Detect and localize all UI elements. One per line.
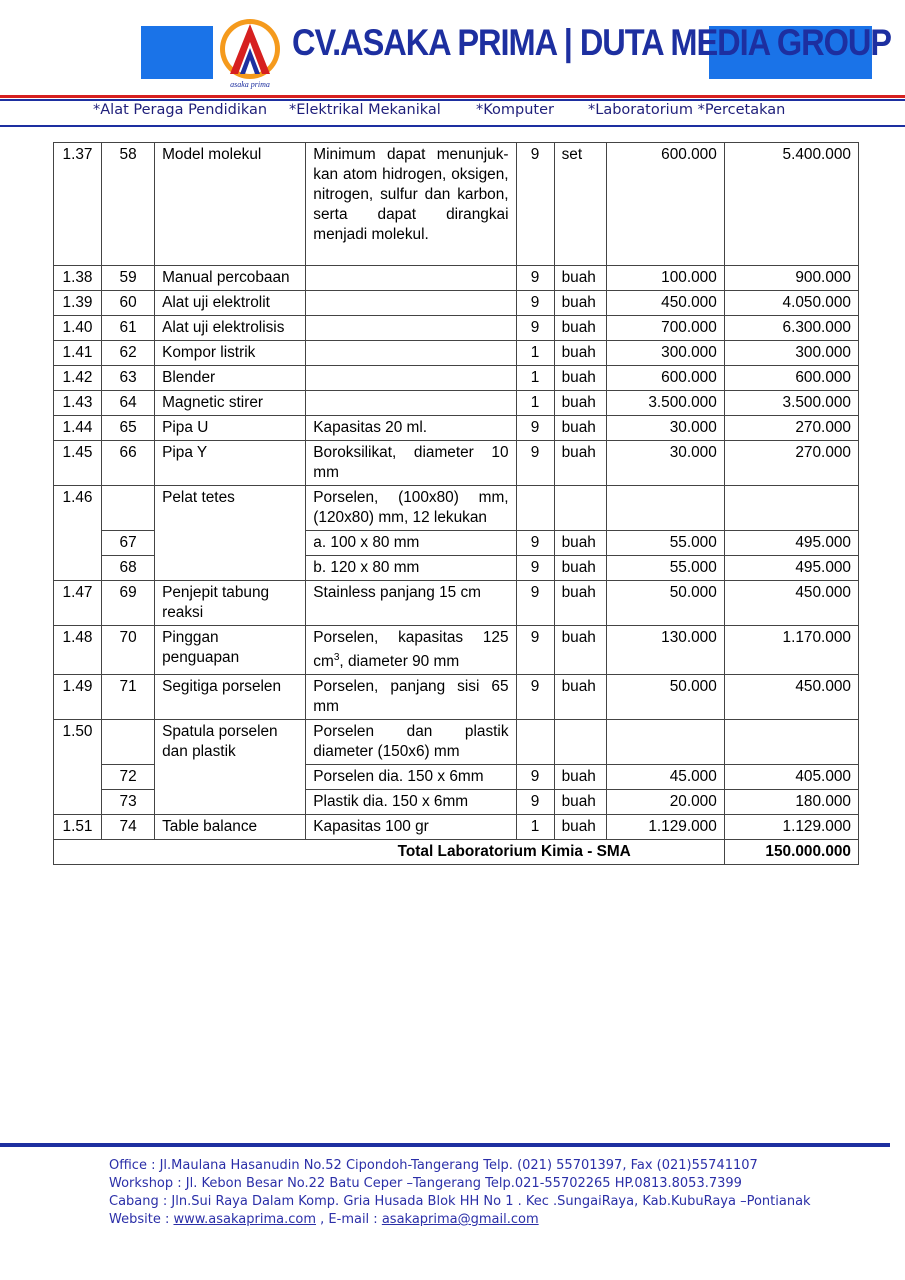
cell-name: Magnetic stirer bbox=[155, 391, 306, 416]
cell-total: 300.000 bbox=[724, 341, 858, 366]
cell-qty: 9 bbox=[516, 266, 554, 291]
footer bbox=[109, 1157, 811, 1229]
cell-unit: buah bbox=[554, 765, 606, 790]
cell-no: 1.46 bbox=[54, 486, 102, 581]
cell-total: 495.000 bbox=[724, 556, 858, 581]
cell-price: 300.000 bbox=[606, 341, 724, 366]
cell-total: 450.000 bbox=[724, 581, 858, 626]
website-label: Website : bbox=[109, 1212, 174, 1227]
cell-qty: 9 bbox=[516, 291, 554, 316]
tagline-item: *Komputer bbox=[476, 102, 554, 118]
cell-unit bbox=[554, 720, 606, 765]
cell-qty: 9 bbox=[516, 765, 554, 790]
cell-unit: buah bbox=[554, 581, 606, 626]
table-row bbox=[54, 626, 859, 675]
cell-qty bbox=[516, 720, 554, 765]
cell-qty: 1 bbox=[516, 815, 554, 840]
cell-unit: buah bbox=[554, 291, 606, 316]
cell-name: Table balance bbox=[155, 815, 306, 840]
cell-total bbox=[724, 486, 858, 531]
cell-spec bbox=[306, 291, 516, 316]
table-row bbox=[54, 416, 859, 441]
cell-price: 50.000 bbox=[606, 581, 724, 626]
cell-unit: buah bbox=[554, 341, 606, 366]
cell-spec: Minimum dapat menunjuk-kan atom hidrogen, oksigen, nitrogen, sulfur dan karbon, serta dapat dirangkai menjadi molekul. bbox=[306, 143, 516, 266]
cell-price: 30.000 bbox=[606, 416, 724, 441]
cell-name: Alat uji elektrolisis bbox=[155, 316, 306, 341]
cell-no: 1.42 bbox=[54, 366, 102, 391]
cell-no: 1.41 bbox=[54, 341, 102, 366]
cell-num: 65 bbox=[102, 416, 155, 441]
cell-total bbox=[724, 720, 858, 765]
cell-spec bbox=[306, 316, 516, 341]
cell-name: Alat uji elektrolit bbox=[155, 291, 306, 316]
table-row bbox=[54, 143, 859, 266]
cell-qty bbox=[516, 486, 554, 531]
cell-unit: buah bbox=[554, 366, 606, 391]
logo-caption: asaka prima bbox=[230, 80, 270, 89]
footer-office: Office : Jl.Maulana Hasanudin No.52 Cipondoh-Tangerang Telp. (021) 55701397, Fax (021)55741107 bbox=[109, 1158, 758, 1173]
table-row bbox=[54, 291, 859, 316]
cell-qty: 9 bbox=[516, 441, 554, 486]
cell-no: 1.44 bbox=[54, 416, 102, 441]
asaka-prima-logo bbox=[216, 16, 284, 90]
cell-num: 70 bbox=[102, 626, 155, 675]
cell-total: 6.300.000 bbox=[724, 316, 858, 341]
cell-total: 270.000 bbox=[724, 441, 858, 486]
cell-price: 3.500.000 bbox=[606, 391, 724, 416]
cell-name: Segitiga porselen bbox=[155, 675, 306, 720]
cell-total: 600.000 bbox=[724, 366, 858, 391]
cell-spec bbox=[306, 341, 516, 366]
cell-spec: Porselen dia. 150 x 6mm bbox=[306, 765, 516, 790]
cell-total: 3.500.000 bbox=[724, 391, 858, 416]
cell-num bbox=[102, 720, 155, 765]
header-red-line bbox=[0, 95, 905, 98]
cell-qty: 9 bbox=[516, 626, 554, 675]
cell-unit: buah bbox=[554, 441, 606, 486]
cell-unit: buah bbox=[554, 416, 606, 441]
cell-price: 450.000 bbox=[606, 291, 724, 316]
total-value: 150.000.000 bbox=[724, 840, 858, 865]
cell-total: 405.000 bbox=[724, 765, 858, 790]
cell-num: 72 bbox=[102, 765, 155, 790]
spec-tail: , diameter 90 mm bbox=[339, 653, 460, 671]
cell-price: 30.000 bbox=[606, 441, 724, 486]
cell-price: 55.000 bbox=[606, 531, 724, 556]
header-blue-line bbox=[0, 99, 905, 101]
cell-spec bbox=[306, 366, 516, 391]
cell-spec: Plastik dia. 150 x 6mm bbox=[306, 790, 516, 815]
cell-qty: 9 bbox=[516, 143, 554, 266]
cell-num: 63 bbox=[102, 366, 155, 391]
cell-num: 71 bbox=[102, 675, 155, 720]
cell-unit: buah bbox=[554, 556, 606, 581]
table-row bbox=[54, 266, 859, 291]
cell-num: 73 bbox=[102, 790, 155, 815]
cell-spec bbox=[306, 266, 516, 291]
cell-total: 4.050.000 bbox=[724, 291, 858, 316]
cell-unit: set bbox=[554, 143, 606, 266]
cell-num: 66 bbox=[102, 441, 155, 486]
cell-unit: buah bbox=[554, 815, 606, 840]
cell-price: 700.000 bbox=[606, 316, 724, 341]
cell-num: 62 bbox=[102, 341, 155, 366]
cell-no: 1.43 bbox=[54, 391, 102, 416]
cell-unit: buah bbox=[554, 675, 606, 720]
tagline-item: *Elektrikal Mekanikal bbox=[289, 102, 441, 118]
cell-num: 61 bbox=[102, 316, 155, 341]
cell-qty: 9 bbox=[516, 316, 554, 341]
total-row bbox=[54, 840, 859, 865]
cell-name: Penjepit tabung reaksi bbox=[155, 581, 306, 626]
cell-price bbox=[606, 720, 724, 765]
cell-total: 1.129.000 bbox=[724, 815, 858, 840]
table-row bbox=[54, 316, 859, 341]
cell-price: 130.000 bbox=[606, 626, 724, 675]
cell-spec: Stainless panjang 15 cm bbox=[306, 581, 516, 626]
tagline-item: *Alat Peraga Pendidikan bbox=[93, 102, 268, 118]
footer-contact bbox=[109, 1211, 811, 1229]
cell-total: 180.000 bbox=[724, 790, 858, 815]
cell-no: 1.38 bbox=[54, 266, 102, 291]
cell-qty: 9 bbox=[516, 416, 554, 441]
cell-spec bbox=[306, 626, 516, 675]
table-row bbox=[54, 366, 859, 391]
table-row bbox=[54, 581, 859, 626]
cell-total: 1.170.000 bbox=[724, 626, 858, 675]
cell-unit bbox=[554, 486, 606, 531]
cell-name: Blender bbox=[155, 366, 306, 391]
cell-total: 5.400.000 bbox=[724, 143, 858, 266]
cell-qty: 9 bbox=[516, 790, 554, 815]
cell-price bbox=[606, 486, 724, 531]
cell-num: 64 bbox=[102, 391, 155, 416]
website-link[interactable]: www.asakaprima.com bbox=[173, 1212, 317, 1227]
cell-name: Kompor listrik bbox=[155, 341, 306, 366]
cell-no: 1.45 bbox=[54, 441, 102, 486]
footer-blue-line bbox=[0, 1143, 890, 1147]
cell-price: 600.000 bbox=[606, 143, 724, 266]
cell-price: 20.000 bbox=[606, 790, 724, 815]
cell-num bbox=[102, 486, 155, 531]
cell-spec: a. 100 x 80 mm bbox=[306, 531, 516, 556]
cell-num: 74 bbox=[102, 815, 155, 840]
items-table bbox=[53, 142, 859, 865]
cell-no: 1.50 bbox=[54, 720, 102, 815]
cell-num: 60 bbox=[102, 291, 155, 316]
table-row bbox=[54, 720, 859, 765]
table-row bbox=[54, 675, 859, 720]
cell-qty: 9 bbox=[516, 531, 554, 556]
cell-qty: 9 bbox=[516, 556, 554, 581]
cell-total: 495.000 bbox=[724, 531, 858, 556]
cell-no: 1.48 bbox=[54, 626, 102, 675]
cell-name: Spatula porselen dan plastik bbox=[155, 720, 306, 815]
cell-num: 67 bbox=[102, 531, 155, 556]
cell-unit: buah bbox=[554, 531, 606, 556]
cell-name: Pipa U bbox=[155, 416, 306, 441]
cell-spec: b. 120 x 80 mm bbox=[306, 556, 516, 581]
cell-qty: 9 bbox=[516, 581, 554, 626]
cell-price: 45.000 bbox=[606, 765, 724, 790]
cell-unit: buah bbox=[554, 391, 606, 416]
cell-unit: buah bbox=[554, 266, 606, 291]
cell-qty: 1 bbox=[516, 341, 554, 366]
cell-price: 55.000 bbox=[606, 556, 724, 581]
cell-spec: Porselen, (100x80) mm, (120x80) mm, 12 lekukan bbox=[306, 486, 516, 531]
tagline-blue-line bbox=[0, 125, 905, 127]
cell-qty: 1 bbox=[516, 366, 554, 391]
cell-no: 1.37 bbox=[54, 143, 102, 266]
cell-name: Manual percobaan bbox=[155, 266, 306, 291]
cell-total: 270.000 bbox=[724, 416, 858, 441]
cell-no: 1.51 bbox=[54, 815, 102, 840]
cell-qty: 1 bbox=[516, 391, 554, 416]
cell-spec: Boroksilikat, diameter 10 mm bbox=[306, 441, 516, 486]
cell-name: Pipa Y bbox=[155, 441, 306, 486]
cell-no: 1.49 bbox=[54, 675, 102, 720]
cell-no: 1.39 bbox=[54, 291, 102, 316]
cell-total: 450.000 bbox=[724, 675, 858, 720]
cell-no: 1.40 bbox=[54, 316, 102, 341]
cell-price: 100.000 bbox=[606, 266, 724, 291]
cell-price: 1.129.000 bbox=[606, 815, 724, 840]
table-row bbox=[54, 341, 859, 366]
table-row bbox=[54, 815, 859, 840]
cell-name: Pinggan penguapan bbox=[155, 626, 306, 675]
cell-name: Model molekul bbox=[155, 143, 306, 266]
cell-num: 58 bbox=[102, 143, 155, 266]
footer-cabang: Cabang : Jln.Sui Raya Dalam Komp. Gria Husada Blok HH No 1 . Kec .SungaiRaya, Kab.KubuRaya –Pontianak bbox=[109, 1194, 811, 1209]
tagline-item: *Laboratorium *Percetakan bbox=[588, 102, 786, 118]
table-row bbox=[54, 441, 859, 486]
cell-no: 1.47 bbox=[54, 581, 102, 626]
cell-num: 68 bbox=[102, 556, 155, 581]
cell-num: 59 bbox=[102, 266, 155, 291]
spec-superscript: 3 bbox=[333, 652, 340, 663]
total-label: Total Laboratorium Kimia - SMA bbox=[54, 840, 725, 865]
cell-unit: buah bbox=[554, 626, 606, 675]
spec-text: Porselen, kapasitas 125 cm bbox=[313, 629, 509, 671]
cell-spec: Kapasitas 20 ml. bbox=[306, 416, 516, 441]
email-label: , E-mail : bbox=[316, 1212, 382, 1227]
cell-unit: buah bbox=[554, 790, 606, 815]
table-row bbox=[54, 486, 859, 531]
cell-unit: buah bbox=[554, 316, 606, 341]
cell-num: 69 bbox=[102, 581, 155, 626]
cell-spec: Porselen, panjang sisi 65 mm bbox=[306, 675, 516, 720]
cell-price: 50.000 bbox=[606, 675, 724, 720]
header-blue-block-left bbox=[141, 26, 213, 79]
footer-workshop: Workshop : Jl. Kebon Besar No.22 Batu Ceper –Tangerang Telp.021-55702265 HP.0813.8053.7399 bbox=[109, 1176, 742, 1191]
company-title: CV.ASAKA PRIMA | DUTA MEDIA GROUP bbox=[292, 22, 891, 63]
cell-qty: 9 bbox=[516, 675, 554, 720]
cell-spec: Kapasitas 100 gr bbox=[306, 815, 516, 840]
cell-total: 900.000 bbox=[724, 266, 858, 291]
email-link[interactable]: asakaprima@gmail.com bbox=[381, 1212, 539, 1227]
table-row bbox=[54, 391, 859, 416]
cell-spec bbox=[306, 391, 516, 416]
cell-name: Pelat tetes bbox=[155, 486, 306, 581]
cell-price: 600.000 bbox=[606, 366, 724, 391]
cell-spec: Porselen dan plastik diameter (150x6) mm bbox=[306, 720, 516, 765]
